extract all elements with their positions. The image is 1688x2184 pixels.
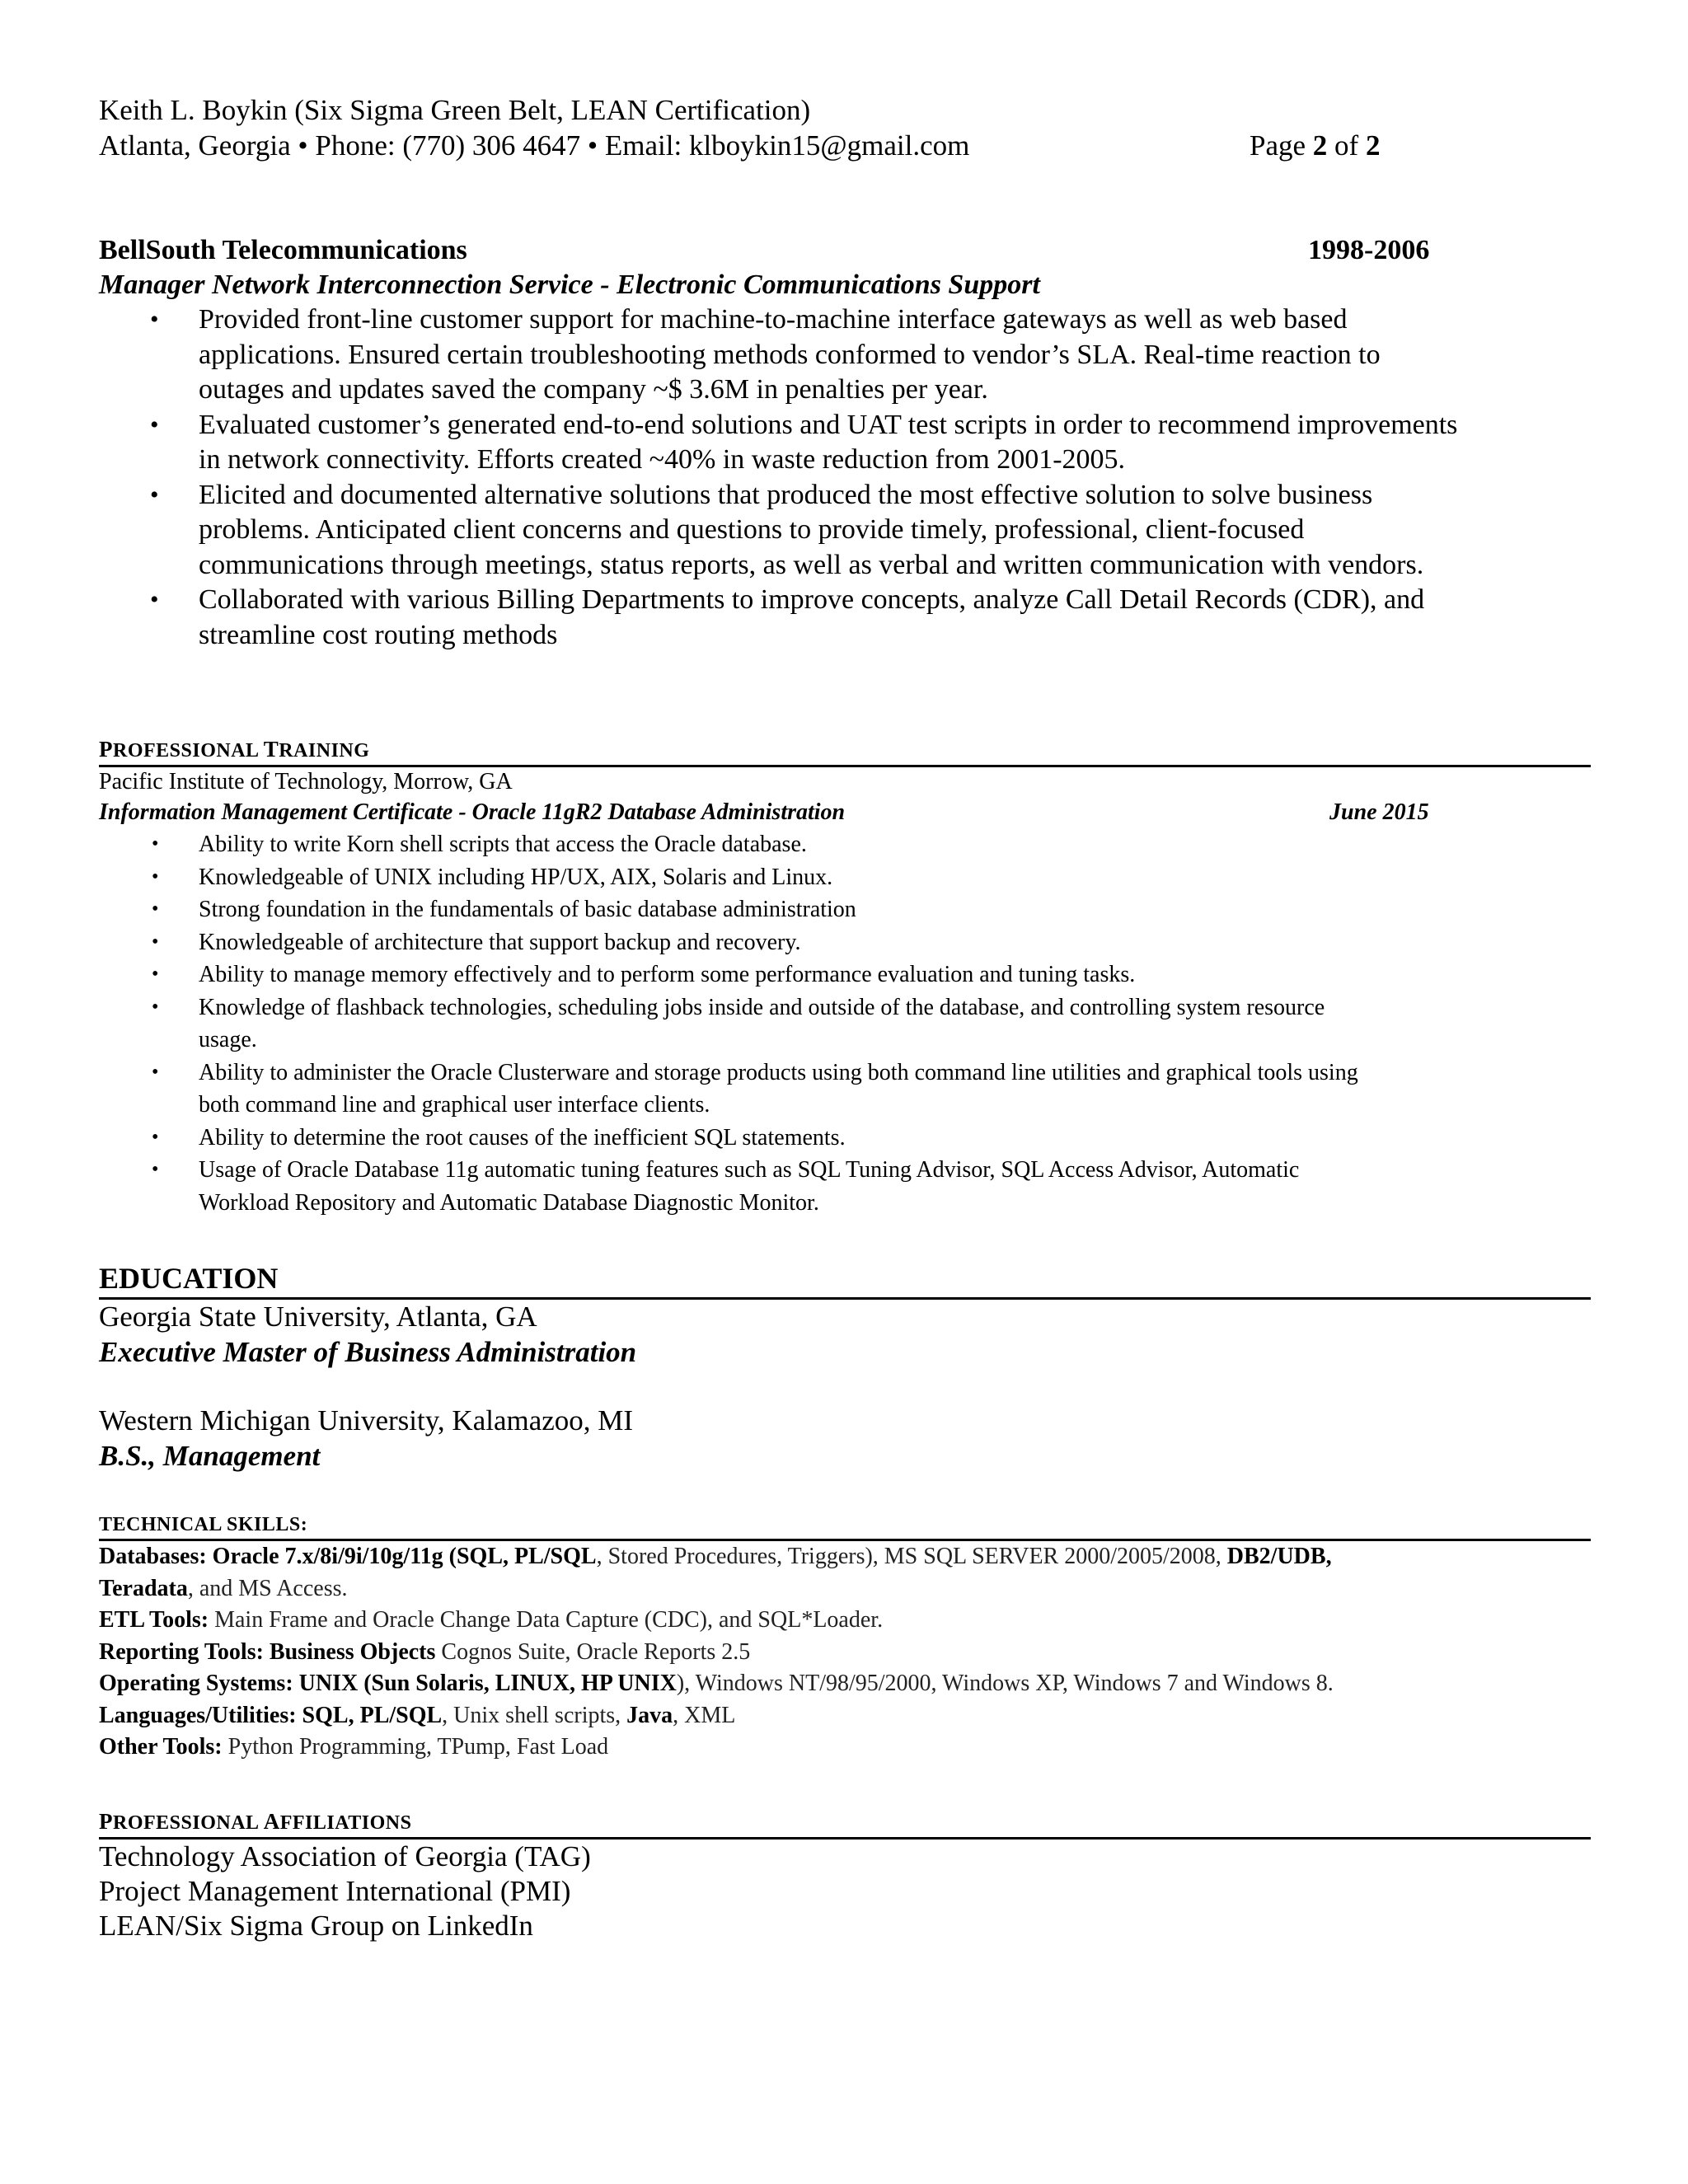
skill-text: Python Programming, TPump, Fast Load [222, 1734, 609, 1760]
affiliation-item: LEAN/Six Sigma Group on LinkedIn [99, 1910, 533, 1942]
bullet-text-line: Elicited and documented alternative solutions that produced the most effective solution to solve business [199, 479, 1373, 510]
education-heading: EDUCATION [99, 1259, 1591, 1300]
heading-rest: ROFESSIONAL [113, 1812, 264, 1834]
bullet-text-line: Ability to write Korn shell scripts that access the Oracle database. [199, 832, 807, 857]
bullet-dot-icon: • [150, 480, 159, 509]
skill-text: Main Frame and Oracle Change Data Capture (CDC), and SQL*Loader. [209, 1607, 884, 1633]
bullet-item [99, 478, 1591, 583]
bullet-dot-icon: • [152, 898, 159, 920]
skills-os [99, 1668, 1591, 1700]
page-mid: of [1327, 129, 1366, 162]
training-institution: Pacific Institute of Technology, Morrow, GA [99, 769, 513, 794]
bullet-text-line: both command line and graphical user interface clients. [199, 1092, 710, 1118]
bullet-text-line: in network connectivity. Efforts created ~40% in waste reduction from 2001-2005. [199, 444, 1126, 475]
bullet-dot-icon: • [152, 1061, 159, 1083]
bullet-text-line: Workload Repository and Automatic Database Diagnostic Monitor. [199, 1189, 819, 1216]
bullet-dot-icon: • [152, 865, 159, 888]
education-entry [99, 1404, 1591, 1474]
skills-reporting [99, 1637, 1591, 1669]
job-header [99, 233, 1591, 268]
bullet-text-line: Ability to administer the Oracle Clusterware and storage products using both command line utilities and graphical tools using [199, 1059, 1358, 1085]
affiliation-item: Technology Association of Georgia (TAG) [99, 1840, 591, 1872]
bullet-dot-icon: • [152, 833, 159, 855]
edu-degree: Executive Master of Business Administration [99, 1336, 637, 1368]
bullet-item [99, 893, 1591, 926]
bullet-text-line: Knowledge of flashback technologies, scheduling jobs inside and outside of the database, and controlling system resource [199, 994, 1325, 1020]
skill-text: , Stored Procedures, Triggers), MS SQL SERVER 2000/2005/2008, [596, 1544, 1227, 1569]
page-number [1250, 128, 1380, 163]
bullet-text-line: usage. [199, 1027, 257, 1052]
skill-bold: Teradata [99, 1575, 188, 1601]
training-certificate [99, 797, 1591, 828]
bullet-text-line: Knowledgeable of architecture that support backup and recovery. [199, 929, 801, 955]
edu-degree: B.S., Management [99, 1440, 321, 1472]
skill-label: ETL Tools: [99, 1607, 209, 1633]
certificate-date: June 2015 [1329, 799, 1429, 825]
bullet-item [99, 861, 1591, 894]
name-line: Keith L. Boykin (Six Sigma Green Belt, LEAN Certification) [99, 94, 811, 126]
heading-cap: T [263, 737, 279, 762]
bullet-dot-icon: • [152, 1159, 159, 1180]
bullet-text-line: Usage of Oracle Database 11g automatic tuning features such as SQL Tuning Advisor, SQL Access Advisor, Automatic [199, 1157, 1300, 1183]
skills-databases [99, 1541, 1591, 1605]
bullet-item [99, 1122, 1591, 1155]
skills-heading: TECHNICAL SKILLS: [99, 1511, 1591, 1541]
bullet-dot-icon: • [152, 1126, 159, 1148]
bullet-text-line: applications. Ensured certain troubleshooting methods conformed to vendor’s SLA. Real-time reaction to [199, 339, 1381, 370]
bullet-text-line: Ability to determine the root causes of the inefficient SQL statements. [199, 1124, 846, 1151]
bullet-text-line: problems. Anticipated client concerns and questions to provide timely, professional, client-focused [199, 514, 1305, 545]
heading-cap: P [99, 1809, 113, 1834]
skill-text: , XML [673, 1702, 736, 1728]
bullet-text-line: Strong foundation in the fundamentals of basic database administration [199, 897, 856, 922]
affiliations-section [99, 1807, 1591, 1943]
training-section [99, 735, 1591, 1219]
heading-cap: P [99, 737, 113, 762]
training-heading [99, 735, 1591, 767]
heading-rest: FFILIATIONS [279, 1812, 412, 1834]
certificate-name: Information Management Certificate - Oracle 11gR2 Database Administration [99, 799, 846, 825]
job-title: Manager Network Interconnection Service - Electronic Communications Support [99, 269, 1040, 300]
edu-school: Western Michigan University, Kalamazoo, MI [99, 1404, 634, 1436]
bullet-item [99, 828, 1591, 861]
affiliations-heading [99, 1807, 1591, 1840]
skill-bold: Java [626, 1702, 673, 1728]
bullet-dot-icon: • [152, 996, 159, 1018]
contact-line: Atlanta, Georgia • Phone: (770) 306 4647 • Email: klboykin15@gmail.com [99, 129, 970, 162]
bullet-dot-icon: • [150, 410, 159, 438]
heading-cap: A [263, 1809, 280, 1834]
bullet-item [99, 1057, 1591, 1122]
page-prefix: Page [1250, 129, 1313, 162]
skill-text: ), Windows NT/98/95/2000, Windows XP, Windows 7 and Windows 8. [676, 1671, 1334, 1696]
training-bullet-list [99, 828, 1591, 1219]
bullet-dot-icon: • [152, 930, 159, 953]
skill-label: Operating Systems: UNIX (Sun Solaris, LINUX, HP UNIX [99, 1671, 677, 1696]
heading-rest: RAINING [279, 740, 370, 762]
edu-school: Georgia State University, Atlanta, GA [99, 1301, 537, 1333]
skill-label: Reporting Tools: Business Objects [99, 1638, 436, 1665]
page-current: 2 [1312, 129, 1328, 162]
education-entry [99, 1300, 1591, 1371]
heading-rest: ROFESSIONAL [113, 740, 264, 762]
bullet-text-line: streamline cost routing methods [199, 619, 558, 650]
bullet-text-line: outages and updates saved the company ~$ 3.6M in penalties per year. [199, 374, 988, 405]
skill-text: , and MS Access. [187, 1575, 348, 1601]
page-total: 2 [1365, 129, 1381, 162]
skills-etl [99, 1605, 1591, 1637]
bullet-dot-icon: • [150, 306, 159, 333]
job-bullet-list [99, 302, 1591, 653]
bullet-dot-icon: • [152, 963, 159, 985]
bullet-item [99, 991, 1591, 1057]
skill-text: Cognos Suite, Oracle Reports 2.5 [435, 1638, 751, 1665]
education-section [99, 1259, 1591, 1474]
skill-bold: Oracle 7.x/8i/9i/10g/11g (SQL, PL/SQL [206, 1544, 597, 1569]
bullet-item [99, 958, 1591, 991]
skill-label: Other Tools: [99, 1734, 223, 1760]
job-company: BellSouth Telecommunications [99, 235, 467, 265]
skills-other [99, 1732, 1591, 1764]
skills-languages [99, 1700, 1591, 1732]
bullet-item [99, 926, 1591, 959]
bullet-dot-icon: • [150, 586, 159, 613]
skills-section [99, 1511, 1591, 1764]
job-entry [99, 233, 1591, 653]
bullet-text-line: Evaluated customer’s generated end-to-end solutions and UAT test scripts in order to recommend improvements [199, 409, 1458, 440]
skill-label: Databases: [99, 1544, 207, 1569]
skill-bold: DB2/UDB, [1226, 1544, 1332, 1569]
bullet-text-line: Knowledgeable of UNIX including HP/UX, AIX, Solaris and Linux. [199, 864, 833, 890]
bullet-text-line: Collaborated with various Billing Departments to improve concepts, analyze Call Detail Records (CDR), and [199, 584, 1425, 615]
bullet-item [99, 408, 1591, 478]
skill-label: Languages/Utilities: SQL, PL/SQL [99, 1702, 443, 1728]
page-header [99, 92, 1434, 163]
bullet-item [99, 583, 1591, 653]
skill-text: , Unix shell scripts, [442, 1702, 627, 1728]
bullet-item [99, 1154, 1591, 1219]
bullet-text-line: communications through meetings, status reports, as well as verbal and written communication with vendors. [199, 549, 1424, 580]
bullet-text-line: Ability to manage memory effectively and to perform some performance evaluation and tuning tasks. [199, 962, 1136, 987]
bullet-text-line: Provided front-line customer support for machine-to-machine interface gateways as well as web based [199, 304, 1348, 335]
affiliation-item: Project Management International (PMI) [99, 1875, 571, 1907]
job-dates: 1998-2006 [1308, 235, 1430, 265]
bullet-item [99, 302, 1591, 408]
